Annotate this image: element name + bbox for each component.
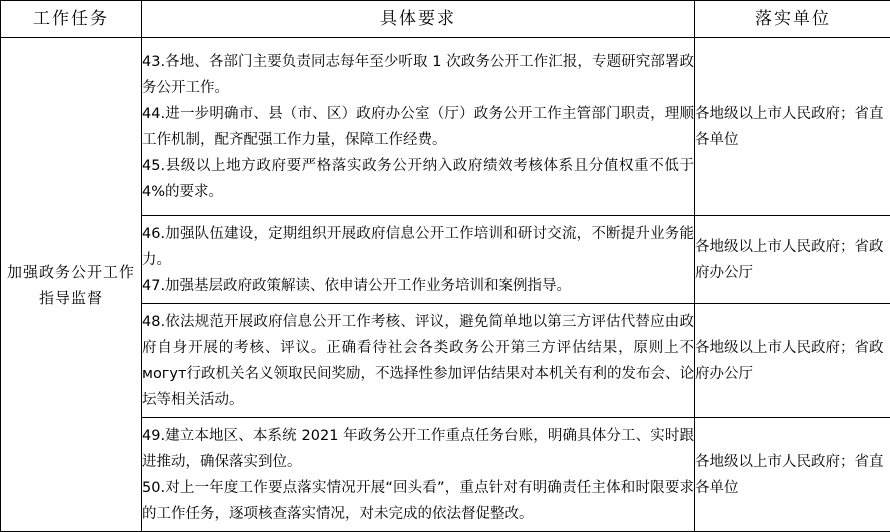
requirement-item: 49.建立本地区、本系统 2021 年政务公开工作重点任务台账，明确具体分工、实时跟进推动，确保落实到位。 — [142, 423, 694, 475]
requirement-item: 44.进一步明确市、县（市、区）政府办公室（厅）政务公开工作主管部门职责，理顺工作机制，配齐配强工作力量，保障工作经费。 — [142, 101, 694, 153]
column-header-unit — [695, 1, 890, 38]
column-header-requirement-label: 具体要求 — [142, 2, 694, 36]
column-header-task — [1, 1, 142, 38]
unit-item: 各地级以上市人民政府；省政府办公厅 — [695, 335, 890, 387]
unit-item: 各地级以上市人民政府；省直各单位 — [695, 101, 890, 153]
column-header-unit-label: 落实单位 — [695, 2, 890, 36]
requirement-item: 48.依法规范开展政府信息公开工作考核、评议，避免简单地以第三方评估代替应由政府自身开展的考核、评议。正确看待社会各类政务公开第三方评估结果，原则上不могут行政机关名义领取民间奖励，不选择性参加评估结果对本机关有利的发布会、论坛等相关活动。 — [142, 309, 694, 413]
requirement-item: 46.加强队伍建设，定期组织开展政府信息公开工作培训和研讨交流，不断提升业务能力。 — [142, 221, 694, 273]
column-header-requirement — [142, 1, 695, 38]
table-row — [1, 38, 890, 216]
requirement-item: 47.加强基层政府政策解读、依申请公开工作业务培训和案例指导。 — [142, 273, 694, 299]
table-header-row — [1, 1, 890, 38]
requirement-cell — [142, 418, 695, 532]
unit-cell — [695, 418, 890, 532]
requirement-item: 50.对上一年度工作要点落实情况开展“回头看”，重点针对有明确责任主体和时限要求的工作任务，逐项核查落实情况，对未完成的依法督促整改。 — [142, 475, 694, 527]
unit-item: 各地级以上市人民政府；省直各单位 — [695, 449, 890, 501]
column-header-task-label: 工作任务 — [1, 2, 141, 36]
unit-cell — [695, 304, 890, 418]
task-cell: 加强政务公开工作指导监督 — [1, 38, 142, 532]
requirement-item: 45.县级以上地方政府要严格落实政务公开纳入政府绩效考核体系且分值权重不低于 4%的要求。 — [142, 153, 694, 205]
requirement-cell — [142, 38, 695, 216]
requirement-cell — [142, 216, 695, 304]
unit-cell — [695, 38, 890, 216]
unit-cell — [695, 216, 890, 304]
requirement-cell — [142, 304, 695, 418]
unit-item: 各地级以上市人民政府；省政府办公厅 — [695, 234, 890, 286]
requirement-item: 43.各地、各部门主要负责同志每年至少听取 1 次政务公开工作汇报，专题研究部署政务公开工作。 — [142, 49, 694, 101]
